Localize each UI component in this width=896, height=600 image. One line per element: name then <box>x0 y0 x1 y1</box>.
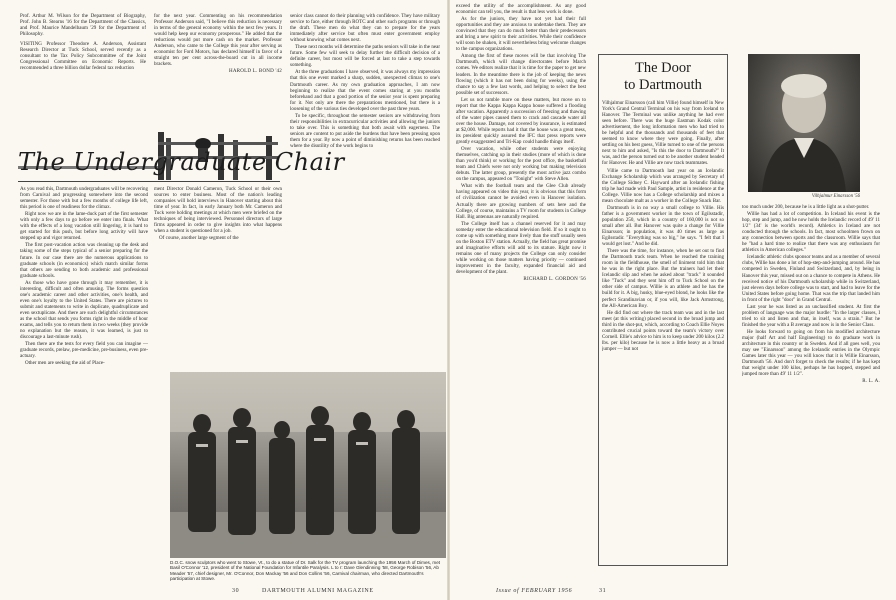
paragraph: Over vacation, while other students were enjoying themselves, catching up in their studies (more of which is done than you'd think) or working for the post office, the basketball team and Chiefs were not only working but making television debuts. The latter group, presently the most active jazz combo on the campus, appeared on "Tonight" with Steve Allen. <box>456 146 586 183</box>
left-top-column-2 <box>154 13 282 125</box>
page-gutter <box>447 0 450 600</box>
paragraph: Villie came to Dartmouth last year on an Icelandic Exchange Scholarship which was arranged by Secretary of the College Sidney C. Hayward after an Icelandic fishing trip he had made with Paul Sample, artist in residence at the College. Villie now has a College scholarship and mixes a mean chocolate malt as a worker in the College Snack Bar. <box>602 167 724 204</box>
right-column-1 <box>456 3 586 581</box>
page-title: The Undergraduate Chair <box>18 148 345 176</box>
paragraph: too much under 200, because he is a little light as a shot-putter. <box>742 204 870 210</box>
paragraph: Let us not ramble more on these matters, but move on to report that the Kappa Kappa Kappa house suffered a flooding after vacation. Apparently a succession of freezing and thawing of the water pipes caused them to crack and cascade water all over the house. Damage, not covered by insurance, is estimated at $2,000. While reports had it that the house was a great mess, its president quickly assured the IFC that press reports were greatly exaggerated and Tri-Kap could handle things itself. <box>456 96 586 146</box>
portrait-figure <box>748 54 860 192</box>
paragraph: Of course, another large segment of the <box>159 235 239 242</box>
paragraph: VISITING Professor Theodore A. Anderson, Assistant Research Director at Tuck School, served recently as a consultant to the Tax Policy Subcommittee of the Joint Congressional Committee on Economic Reports. He recommended a three billion dollar federal tax reduction <box>20 41 146 72</box>
paragraph: Then there are the tests for every field you can imagine — graduate records, prelaw, pre-medicine, pre-business, even pre-actuary. <box>20 341 148 360</box>
paragraph: There was the time, for instance, when he set out to find the Dartmouth track team. When he reached the training room in the fieldhouse, the smell of liniment told him that he was in the right place. But the trainers had let their Icelandic slip and when he asked about "track" it sounded like "Tuck" and they sent him off to Tuck School on the other side of campus. Willie is an athlete and he has the build for it. A big, husky, blue-eyed blond, he looks like the perfect Scandinavian or, if you will, like Jack Armstrong, the All-American Boy. <box>602 248 724 309</box>
paragraph: Icelandic athletic clubs sponsor teams and as a member of several clubs, Willie has done a lot of hop-step-and-jumping around. He has competed in Sweden, Finland and Switzerland, and, by being in Hanover this year, missed out on a chance to compete in Athens. He received notice of his Dartmouth scholarship while in Switzerland, just eleven days before college was to start, and had to leave for the United States before going home. That was the trip that landed him in front of the right "door" in Grand Central. <box>742 254 880 303</box>
photo-caption: D.O.C. snow sculptors who went to Stowe, Vt., to do a statue of Dr. Salk for the TV program launching the 1956 March of Dimes, met Basil O'Connor '12, president of the National Foundation for Infantile Paralysis. L to r: Dave Glendinning '58, George Robison '56, Ab Meader '57, chief designer, Mr. O'Connor, Don Mackay '56 and Don Collins '56, Carnival chairman, who directed Dartmouth's participation at Stowe. <box>170 560 441 582</box>
page-number-right: 31 <box>599 588 607 594</box>
left-lower-column-2 <box>154 186 282 366</box>
paragraph: Other men are seeking the aid of Place- <box>25 360 105 367</box>
paragraph: These next months will determine the paths seniors will take in the near future. Some few will seek to delay further the difficult decision of a definite career, but most will be forced at last to take a step towards something. <box>290 44 440 69</box>
paragraph: At the three graduations I have observed, it was always my impression that this one event marked a sharp, sudden, unexpected climax to one's Dartmouth career. As my own graduation approaches, I am now beginning to realize that the event comes staring at you months beforehand and that a good portion of the senior year is spent preparing for it. Not only are there the preparations mentioned, but there is a loosening of the various ties developed over the past three years. <box>290 69 440 112</box>
paragraph: ment Director Donald Cameron, Tuck School or their own sources to enter business. Most of the nation's leading companies will hold interviews in Hanover starting about this time of year. In fact, in early January both Mr. Cameron and Tuck were holding meetings at which men were briefed on the techniques of being interviewed. Personnel directors of large firms appeared in order to give insights into what happens when a student is questioned for a job. <box>154 186 282 235</box>
paragraph: Dartmouth is in no way a small college to Villie. His father is a government worker in the town of Egilsstadir, population 250, which in a country of 160,000 is not so small after all. But Hanover was quite a change for Villie Einarsson; in population, it was 40 times as large as Egilsstadir. "Everything was so big," he says. "I felt that I would get lost." And he did. <box>602 204 724 248</box>
article-title <box>600 60 726 94</box>
paragraph: exceed the utility of the accomplishment. As any good economist can tell you, the result is that less work is done. <box>456 3 586 16</box>
paragraph: for the next year. Commenting on his recommendation Professor Anderson said, "I believe this reduction is necessary in terms of the general economy within the next few years. It would help keep our economy prosperous." He added that the reductions would put more cash on the market. Professor Anderson, who came to the College this year after serving as economist for Ford Motors, has declared himself in favor of a straight ten per cent across-the-board cut in all income brackets. <box>154 13 282 68</box>
group-photo-figures <box>170 372 446 558</box>
left-top-column-1 <box>20 13 146 118</box>
paragraph: As for the juniors, they have not yet had their full opportunities and they are anxious to undertake them. They are convinced that they can do much better than their predecessors and bring a new spirit to their activities. While their confidence will soon be shaken, it will nevertheless bring welcome changes to the campus organizations. <box>456 16 586 53</box>
article-column-2 <box>742 204 880 576</box>
page-number-left: 30 <box>232 588 240 594</box>
paragraph: Among the first of these moves will be that involving The Dartmouth, which will change directorates before March comes. We editors realize that it is time for the paper to get new leaders. In the meantime there is the job of keeping the news flowing (which it has not been doing for weeks), using the chance to say a few last words, and helping to select the best possible set of successors. <box>456 53 586 96</box>
byline: HAROLD L. BOND '42 <box>228 68 282 75</box>
paragraph: senior class cannot do their planning with confidence. They have military service to face, either through ROTC and other such programs or through the draft. These men do what they can to prepare for the years immediately after service but often must enter government employ without knowing what comes next. <box>290 13 440 44</box>
paragraph: Right now we are in the lame-duck part of the first semester with only a few days to go before we enter into finals. What with the effects of a long vacation still lingering, it is hard to get started for this push, but before long activity will have stepped up and vigor returned. <box>20 211 148 242</box>
issue-date: Issue of FEBRUARY 1956 <box>496 588 573 594</box>
left-top-column-3 <box>290 13 440 365</box>
group-photo <box>170 372 446 558</box>
paragraph: Prof. Arthur M. Wilson for the Department of Biography, Prof. John B. Stearns '16 for the Department of the Classics, and Prof. Maurice Mandelbaum '29 for the Department of Philosophy. <box>20 13 146 38</box>
portrait-photo <box>748 54 860 192</box>
paragraph: The College itself has a channel reserved for it and may someday enter the educational television field. If so it ought to come up with something more lively than the stuff usually seen on the Boston ETV station. Actually, the field has great promise and imaginative efforts will add to its stature. Right now it remains one of many projects the College can only consider while working on those matters having priority — continued improvement in the faculty, expanded financial aid and development of the plant. <box>456 220 586 276</box>
magazine-name: DARTMOUTH ALUMNI MAGAZINE <box>262 588 374 594</box>
paragraph: To be specific, throughout the semester seniors are withdrawing from their responsibilities in extracurricular activities and allowing the juniors to take over. This is something that both await with eagerness. The seniors are content to put aside the burdens that have been pressing upon them for a year. By now a point of diminishing returns has been reached where the disutility of the work begins to <box>290 112 440 149</box>
byline: RICHARD L. GORDON '56 <box>523 276 586 283</box>
paragraph: As those who have gone through it may remember, it is interesting, difficult and often amusing. The forms question one's academic career and other activities, one's health, and even one's loyalty to the United States. There are pictures to submit and statements to write in duplicate, quadruplicate and even sextuplicate. And there are such delightful circumstances as the school that sends you forms right in the middle of hour exams, and tells you to return them in two weeks (they provide no explanation but the reason, it was learned, is just to discourage a last-minute rush). <box>20 279 148 341</box>
paragraph: He looks forward to going on from his modified architecture major (half Art and half Engineering) to do graduate work in architecture in this country or in Sweden. And if all goes well, you may see "Einarsson" among the Icelandic entries in the Olympic Games later this year — you will know that it is Willie Einarsson, Dartmouth '56. And don't forget to check the results; if he has kept that weight under 100 kilos, perhaps he has hopped, stepped and jumped more than 49' 11 1/2". <box>742 328 880 378</box>
byline: R. L. A. <box>862 378 880 385</box>
paragraph: Vilhjalmur Einarsson (call him Villie) found himself in New York's Grand Central Terminal on his way from Iceland to Hanover. The Terminal was unlike anything he had ever seen before. There was the huge Eastman Kodak color advertisement, the long information men who had tried to be helpful and the thousands and thousands of feet that seemed to know where they were going. Finally, after settling on his best guess, Villie turned to one of the persons next to him and asked, "Is this the door to Dartmouth?" It was, and the person turned out to be another student headed for Hanover. He and Villie are now track teammates. <box>602 100 724 167</box>
paragraph: He did find out where the track team was and in the last meet (at this writing) placed second in the broad jump and third in the shot-put, which, according to Coach Ellie Noyes contributed crucial points toward the team's victory over Cornell. Ellie's advice to him is to keep under 200 kilos (2.2 lbs. per kilo) because he is now a little heavy as a broad jumper — but not <box>602 309 724 352</box>
paragraph: The first post-vacation action was cleaning up the desk and taking some of the steps typical of a senior preparing for the future. In our case there are the numerous applications to graduate schools (in economics) which match similar forms that others are sending to both academic and professional graduate schools. <box>20 242 148 279</box>
title-divider <box>18 181 280 182</box>
article-title-line-2: to Dartmouth <box>624 77 702 93</box>
article-column-1 <box>602 100 724 562</box>
paragraph: As you read this, Dartmouth undergraduates will be recovering from Carnival and progressing somewhere into the second semester. For those with but a few months of college life left, this period is one of readiness for the climax. <box>20 186 148 211</box>
paragraph: Willie has had a lot of competition. In Iceland his event is the hop, step and jump, and he now holds the Icelandic record of 49' 11 1/2" (34' is the world's record). Athletics in Iceland are not conducted through the schools. In fact, most schoolmen frown on any connection between sports and the classroom. Willie says that he "had a hard time to realize that there was any enthusiasm for athletics in American colleges." <box>742 211 880 254</box>
article-title-line-1: The Door <box>635 60 691 76</box>
portrait-caption: Vilhjalmur Einarsson '56 <box>811 194 860 199</box>
paragraph: What with the football team and the Glee Club already having appeared on video this year, it is obvious that this form of civilization cannot be avoided even in Hanover isolation. Actually there are growing numbers of sets here and the College, of course, maintains a TV room for students in College Hall. Big antennas are naturally required. <box>456 183 586 220</box>
left-lower-column-1 <box>20 186 148 581</box>
paragraph: Last year he was listed as an unclassified student. At first the problem of language was the major hurdle: "In the larger classes, I tried to sit and listen and that, in itself, was a strain." But he finished the year with a B average and now is in the Senior Class. <box>742 303 880 328</box>
